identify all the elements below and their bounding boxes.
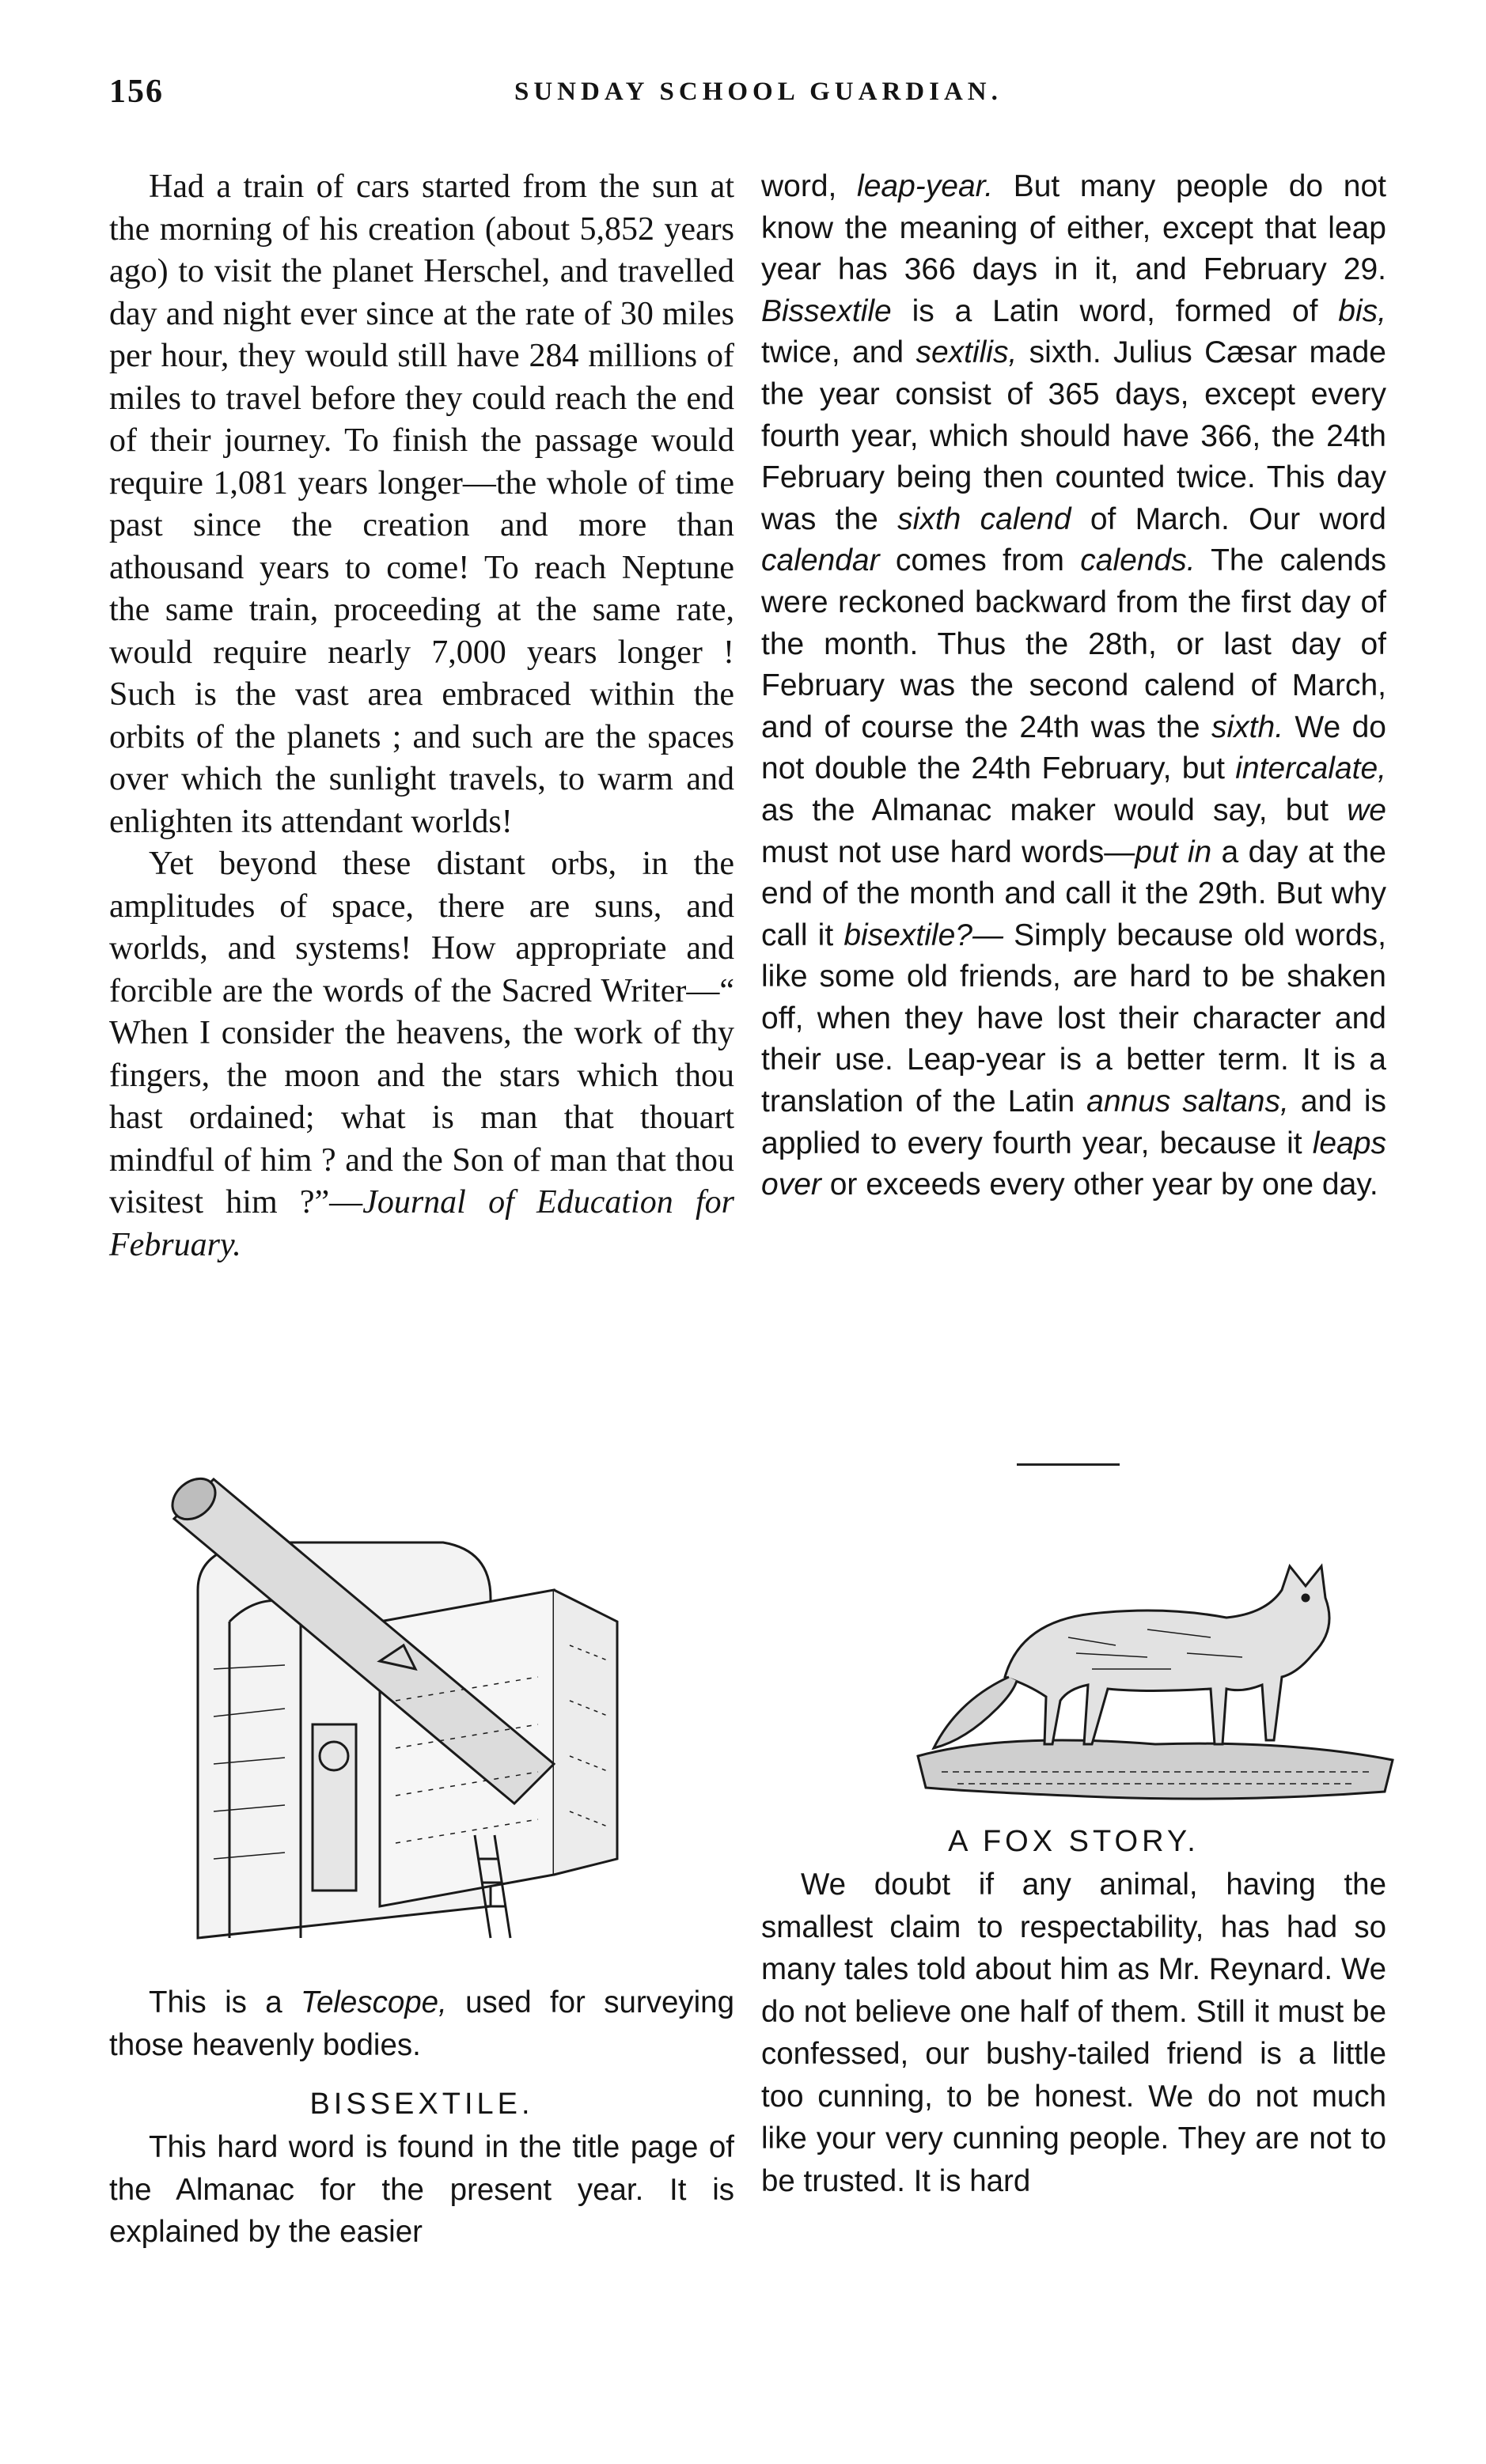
emphasis: Telescope, bbox=[300, 1985, 447, 2019]
bissextile-text: This hard word is found in the title page of the Almanac for the present year. It is explained by the easier bbox=[109, 2130, 734, 2249]
text-run: must not use hard words— bbox=[761, 835, 1135, 869]
page-number: 156 bbox=[109, 74, 164, 110]
text-run: is a Latin word, formed of bbox=[891, 293, 1339, 328]
section-divider bbox=[1017, 1463, 1120, 1466]
text-run: This is a bbox=[149, 1985, 301, 2019]
fox-story-heading: A FOX STORY. bbox=[948, 1825, 1200, 1858]
emphasis: calendar bbox=[761, 543, 880, 578]
left-paragraph-2-text: Yet beyond these distant orbs, in the amplitudes of space, there are suns, and worlds, and systems! How appropriate and forcible are the words of the Sacred Writer—“ When I consider the heavens, the work of thy fingers, the moon and the stars which thou hast ordained; what is man that thouart mindful of him ? and the Son of man that thou visitest him ?”— bbox=[109, 846, 734, 1221]
fox-story-text: We doubt if any animal, having the smallest claim to respectability, has had so many tales told about him as Mr. Reynard. We do not believe one half of them. Still it must be confessed, our bushy-tailed friend is a little too cunning, to be honest. We do not much like your very cunning people. They are not to be trusted. It is hard bbox=[761, 1868, 1386, 2198]
fox-illustration bbox=[910, 1519, 1401, 1804]
text-run: of March. Our word bbox=[1071, 502, 1386, 536]
text-run: used for surveying those heavenly bodies. bbox=[109, 1985, 734, 2062]
telescope-caption-text bbox=[109, 1981, 734, 2066]
emphasis: intercalate, bbox=[1235, 751, 1386, 786]
emphasis: sixth. bbox=[1211, 710, 1284, 744]
telescope-caption bbox=[109, 1981, 734, 2066]
emphasis: sixth calend bbox=[897, 502, 1071, 536]
text-run: But many people do not know the meaning of either, except that leap year has 366 days in it, and February 29. bbox=[761, 169, 1387, 287]
page-header bbox=[103, 70, 1385, 117]
bissextile-heading: BISSEXTILE. bbox=[309, 2087, 534, 2121]
right-paragraph-1 bbox=[761, 166, 1386, 1206]
text-run: sixth. Julius Cæsar made the year consist of 365 days, except every fourth year, which should have 366, the 24th February being then counted twice. This day was the bbox=[761, 335, 1386, 536]
fox-story-section bbox=[761, 1819, 1386, 2202]
emphasis: Bissextile bbox=[761, 293, 892, 328]
emphasis: annus saltans, bbox=[1086, 1084, 1289, 1119]
telescope-illustration bbox=[142, 1463, 712, 1985]
text-run: a day at the end of the month and call it the 29th. But why call it bbox=[761, 835, 1386, 952]
journal-source: Journal of Education for February. bbox=[109, 1184, 734, 1263]
emphasis: put in bbox=[1135, 835, 1212, 869]
right-column bbox=[761, 166, 1386, 1206]
running-head: SUNDAY SCHOOL GUARDIAN. bbox=[514, 78, 1003, 106]
text-run: comes from bbox=[879, 543, 1081, 578]
text-run: We do not double the 24th February, but bbox=[761, 710, 1386, 786]
left-paragraph-1: Had a train of cars started from the sun at the morning of his creation (about 5,852 years ago) to visit the planet Herschel, and travelled day and night ever since at the rate of 30 miles per hour, they would still have 284 millions of miles to travel before they could reach the end of their journey. To finish the passage would require 1,081 years longer—the whole of time past since the creation and more than athousand years to come! To reach Neptune the same train, proceeding at the same rate, would require nearly 7,000 years longer ! Such is the vast area embraced within the orbits of the planets ; and such are the spaces over which the sunlight travels, to warm and enlighten its attendant worlds! bbox=[109, 168, 734, 840]
text-run: and is applied to every fourth year, because it bbox=[761, 1084, 1386, 1160]
text-run: as the Almanac maker would say, but bbox=[761, 793, 1348, 827]
left-paragraph-2 bbox=[109, 843, 734, 1266]
emphasis: sextilis, bbox=[915, 335, 1018, 370]
text-run: Simply because old words, like some old friends, are hard to be shaken off, when they have lost their character and their use. Leap-year is a better term. It is a translation of the Latin bbox=[761, 918, 1386, 1119]
bissextile-section bbox=[109, 2082, 734, 2254]
text-run: twice, and bbox=[761, 335, 916, 370]
left-column bbox=[109, 166, 734, 1266]
emphasis: leaps over bbox=[761, 1126, 1386, 1202]
text-run: word, bbox=[761, 169, 858, 203]
emphasis: bisextile?— bbox=[843, 918, 1003, 952]
text-run: or exceeds every other year by one day. bbox=[821, 1168, 1378, 1202]
emphasis: leap-year. bbox=[857, 169, 994, 203]
emphasis: bis, bbox=[1338, 293, 1386, 328]
emphasis: we bbox=[1347, 793, 1386, 827]
emphasis: calends. bbox=[1080, 543, 1196, 578]
text-run: The calends were reckoned backward from the first day of the month. Thus the 28th, or last day of February was the second calend of March, and of course the 24th was the bbox=[761, 543, 1387, 744]
